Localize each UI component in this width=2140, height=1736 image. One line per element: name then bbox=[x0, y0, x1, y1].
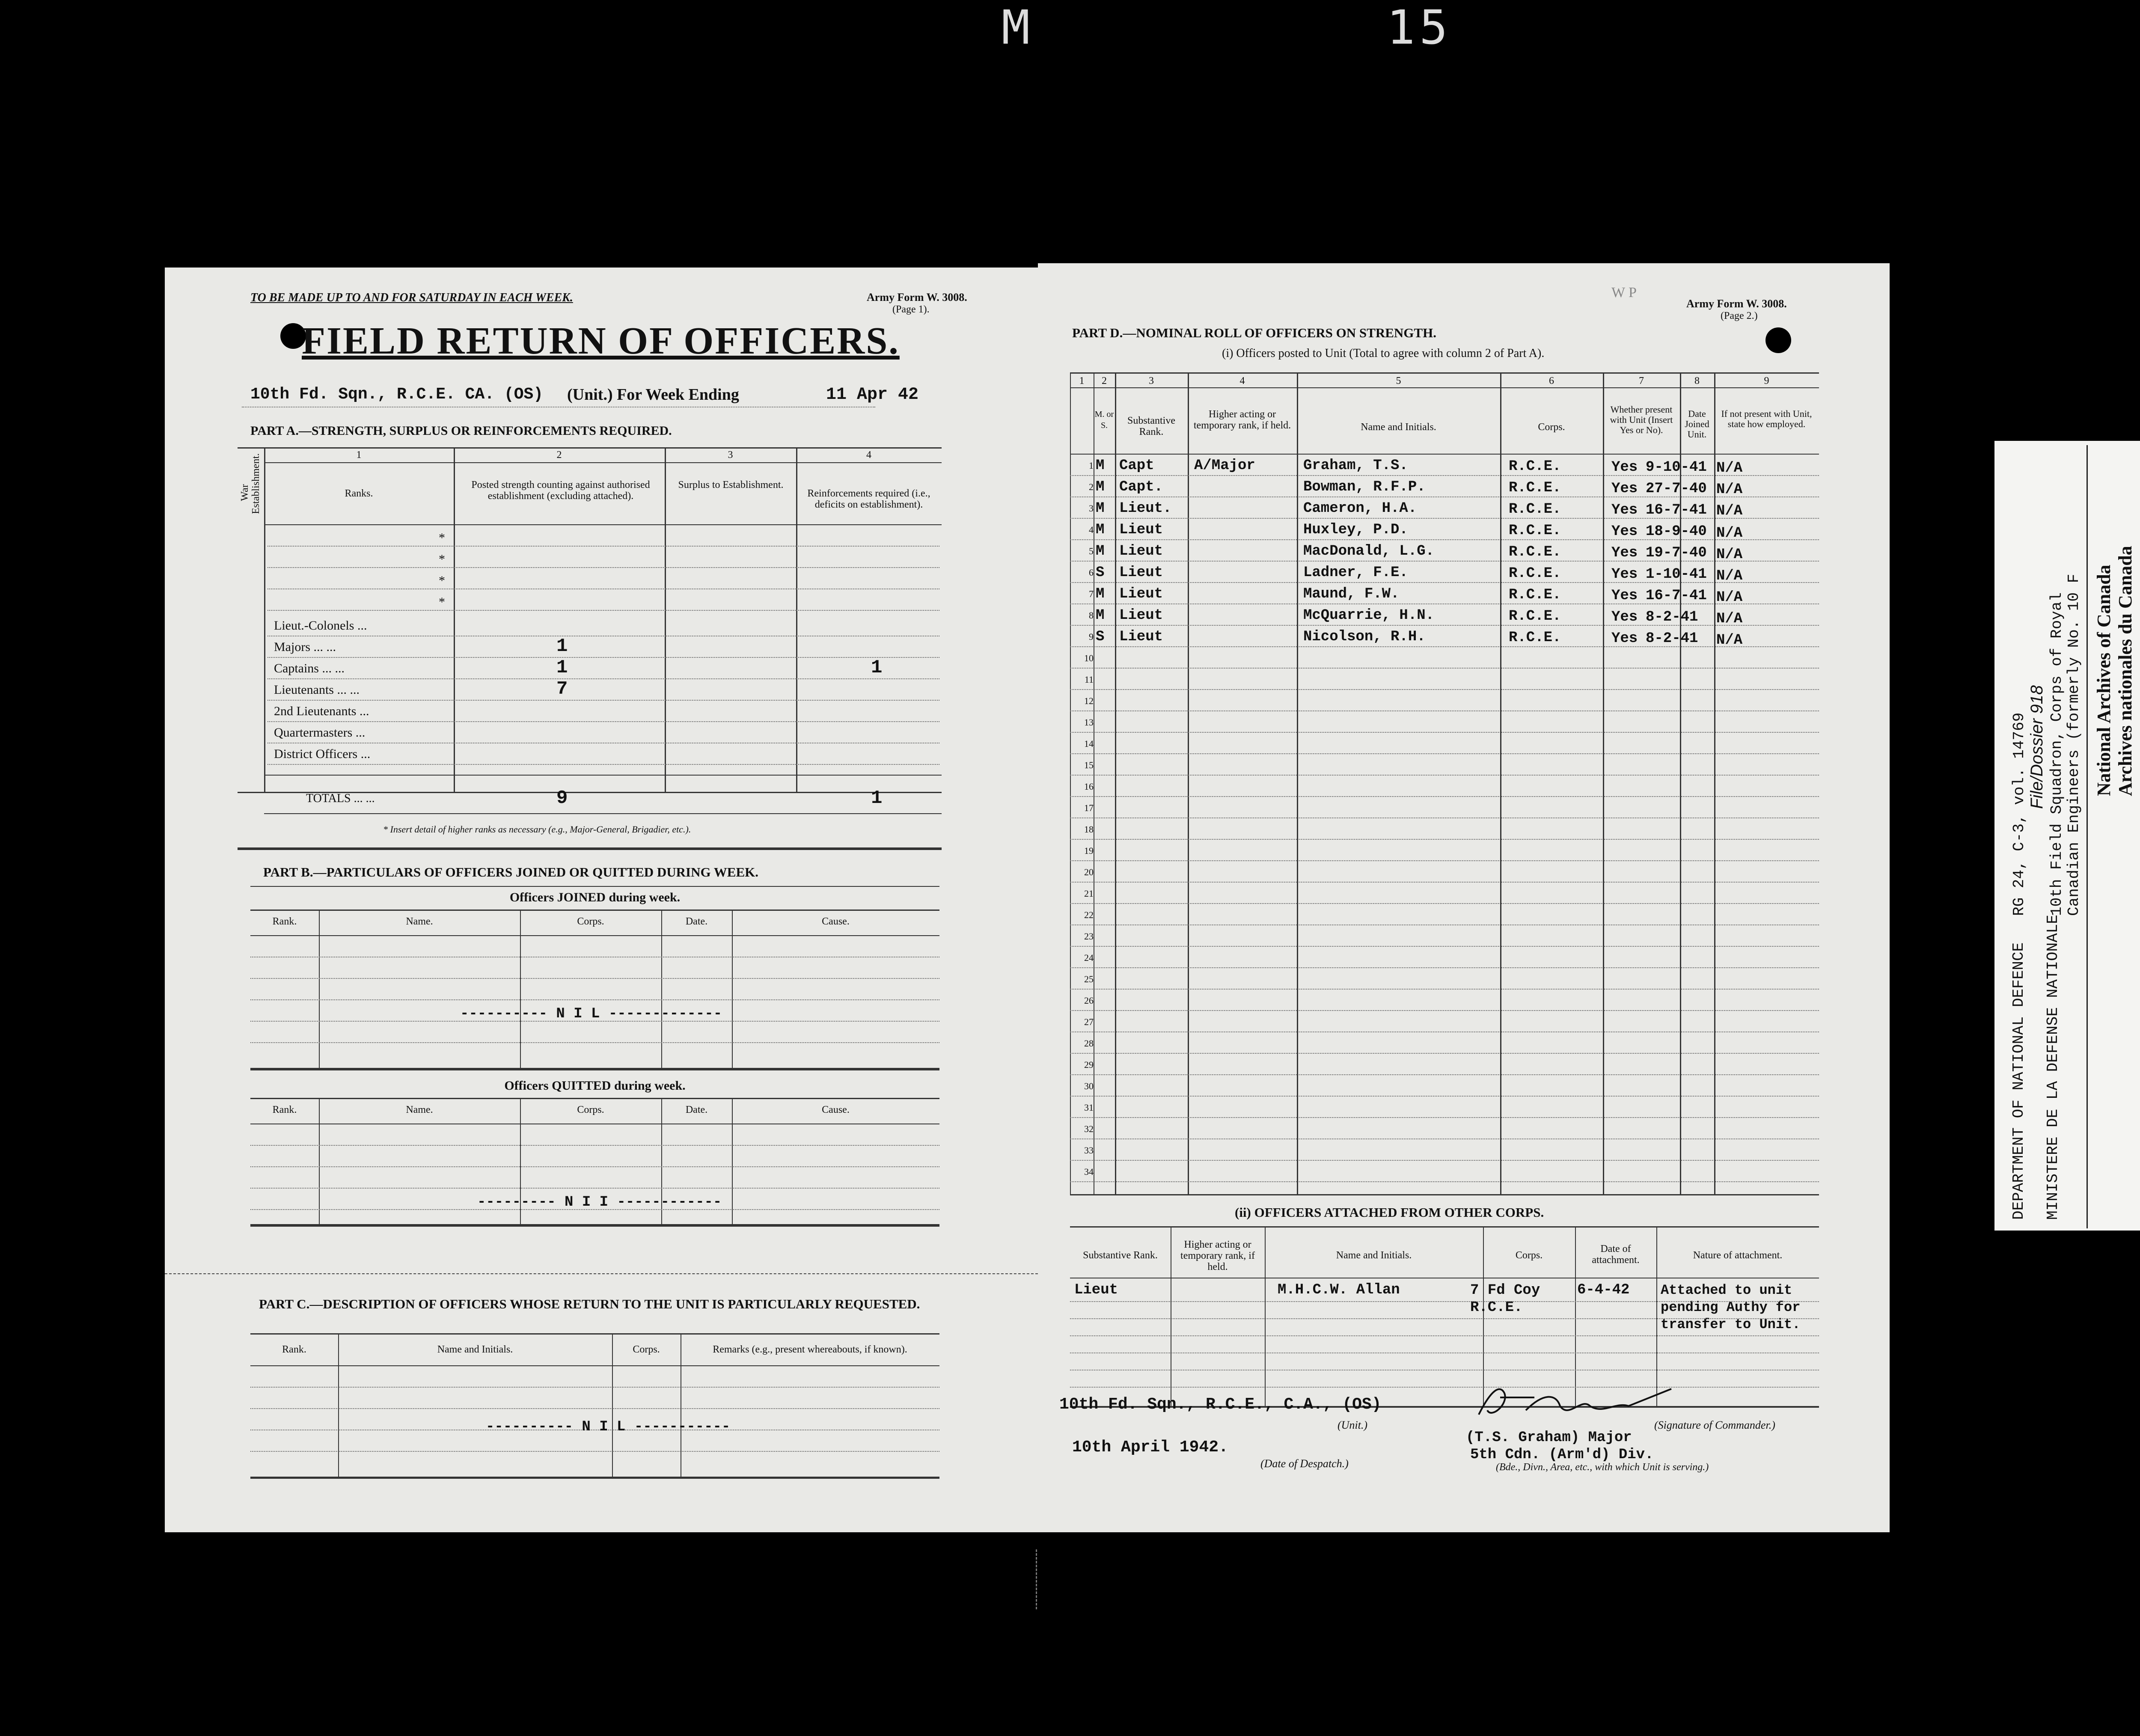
name-cell: Graham, T.S. bbox=[1303, 458, 1408, 474]
label-archives-fr: Archives nationales du Canada bbox=[2115, 546, 2136, 796]
footer-date-label: (Date of Despatch.) bbox=[1260, 1457, 1349, 1470]
table-row bbox=[1070, 499, 1819, 520]
employed-cell: N/A bbox=[1716, 632, 1743, 648]
label-desc-2: Canadian Engineers (formerly No. 10 F bbox=[2065, 574, 2083, 916]
rank-cell: Lieut bbox=[1119, 607, 1163, 624]
partd-head-name: Name and Initials. bbox=[1361, 422, 1436, 433]
partd-colnum-3: 3 bbox=[1149, 375, 1154, 386]
att-col-rank: Substantive Rank. bbox=[1083, 1250, 1158, 1261]
partd-colnum-1: 1 bbox=[1079, 375, 1085, 386]
row-rule bbox=[1070, 496, 1819, 497]
rank-cell: Capt bbox=[1119, 458, 1154, 474]
row-rule bbox=[1070, 989, 1819, 990]
att-col-name: Name and Initials. bbox=[1336, 1250, 1412, 1261]
row-number: 12 bbox=[1084, 696, 1094, 706]
partb-heading: PART B.—PARTICULARS OF OFFICERS JOINED OR QUITTED DURING WEEK. bbox=[263, 865, 759, 880]
quitted-col-cause: Cause. bbox=[822, 1104, 850, 1115]
quitted-col-rank: Rank. bbox=[272, 1104, 297, 1115]
date-cell: 27-7-40 bbox=[1646, 481, 1707, 497]
star-row: * bbox=[439, 531, 445, 545]
initials-mark: W P bbox=[1611, 285, 1637, 300]
corps-cell: R.C.E. bbox=[1509, 587, 1561, 603]
row-number: 16 bbox=[1084, 781, 1094, 792]
att-col-acting: Higher acting or temporary rank, if held. bbox=[1180, 1239, 1255, 1272]
row-number: 14 bbox=[1084, 738, 1094, 749]
joined-col-cause: Cause. bbox=[822, 916, 850, 927]
present-cell: Yes bbox=[1611, 609, 1638, 625]
table-row bbox=[1070, 627, 1819, 648]
employed-cell: N/A bbox=[1716, 568, 1743, 584]
ms-cell: M bbox=[1096, 458, 1105, 474]
commander-name: (T.S. Graham) Major bbox=[1466, 1430, 1632, 1446]
acting-cell: A/Major bbox=[1194, 458, 1255, 474]
corps-cell: R.C.E. bbox=[1509, 630, 1561, 646]
partd-head-acting: Higher acting or temporary rank, if held. bbox=[1193, 409, 1291, 431]
row-number: 3 bbox=[1089, 503, 1094, 514]
table-row bbox=[1070, 563, 1819, 584]
joined-nil: ---------- N I L ------------- bbox=[460, 1006, 722, 1022]
parta-footnote: * Insert detail of higher ranks as necessary (e.g., Major-General, Brigadier, etc.). bbox=[383, 824, 691, 835]
row-number: 19 bbox=[1084, 845, 1094, 856]
ms-cell: S bbox=[1096, 629, 1105, 645]
table-row bbox=[1070, 456, 1819, 477]
row-rule bbox=[1070, 1053, 1819, 1054]
ms-cell: M bbox=[1096, 586, 1105, 602]
rank-captains: Captains ... ... bbox=[274, 661, 345, 675]
totals-posted: 9 bbox=[556, 788, 568, 809]
name-cell: Ladner, F.E. bbox=[1303, 565, 1408, 581]
present-cell: Yes bbox=[1611, 588, 1638, 604]
row-number: 32 bbox=[1084, 1124, 1094, 1134]
captains-reinforcements: 1 bbox=[871, 657, 883, 678]
row-rule bbox=[1070, 860, 1819, 861]
row-rule bbox=[1070, 732, 1819, 733]
row-rule bbox=[1070, 817, 1819, 818]
row-number: 18 bbox=[1084, 824, 1094, 835]
form-page-1 bbox=[165, 268, 1038, 1532]
row-rule bbox=[1070, 603, 1819, 604]
page-number-2: (Page 2.) bbox=[1721, 310, 1758, 321]
ranks-head: Ranks. bbox=[345, 488, 373, 499]
corps-cell: R.C.E. bbox=[1509, 523, 1561, 539]
employed-cell: N/A bbox=[1716, 611, 1743, 627]
joined-col-corps: Corps. bbox=[577, 916, 604, 927]
corps-cell: R.C.E. bbox=[1509, 608, 1561, 624]
parta-colnum-1: 1 bbox=[356, 449, 362, 461]
partd-colnum-8: 8 bbox=[1694, 375, 1700, 386]
att-date: 6-4-42 bbox=[1577, 1282, 1630, 1298]
rank-lieut-colonels: Lieut.-Colonels ... bbox=[274, 618, 367, 633]
majors-posted: 1 bbox=[556, 636, 568, 657]
lieutenants-posted: 7 bbox=[556, 678, 568, 700]
row-rule bbox=[1070, 946, 1819, 947]
partd-head-ms: M. or S. bbox=[1094, 410, 1114, 430]
row-number: 4 bbox=[1089, 524, 1094, 535]
row-number: 22 bbox=[1084, 910, 1094, 920]
table-row bbox=[1070, 584, 1819, 606]
present-cell: Yes bbox=[1611, 545, 1638, 561]
quitted-col-corps: Corps. bbox=[577, 1104, 604, 1115]
footer-date: 10th April 1942. bbox=[1072, 1438, 1228, 1457]
att-col-nature: Nature of attachment. bbox=[1693, 1250, 1783, 1261]
partd-colnum-9: 9 bbox=[1764, 375, 1769, 386]
row-rule bbox=[1070, 839, 1819, 840]
employed-cell: N/A bbox=[1716, 525, 1743, 541]
rank-cell: Capt. bbox=[1119, 479, 1163, 495]
star-row: * bbox=[439, 552, 445, 566]
joined-col-name: Name. bbox=[406, 916, 433, 927]
label-ref: RG 24, C-3, vol. 14769 bbox=[2010, 712, 2028, 916]
row-rule bbox=[1070, 625, 1819, 626]
reinforcements-head: Reinforcements required (i.e., deficits on establishment). bbox=[807, 488, 930, 510]
row-rule bbox=[1070, 1074, 1819, 1075]
row-number: 34 bbox=[1084, 1166, 1094, 1177]
att-corps: 7 Fd Coy R.C.E. bbox=[1470, 1282, 1540, 1316]
name-cell: MacDonald, L.G. bbox=[1303, 543, 1435, 559]
row-rule bbox=[1070, 668, 1819, 669]
corps-cell: R.C.E. bbox=[1509, 480, 1561, 496]
totals-reinforcements: 1 bbox=[871, 788, 883, 809]
present-cell: Yes bbox=[1611, 630, 1638, 647]
att-col-date: Date of attachment. bbox=[1592, 1243, 1640, 1266]
star-row: * bbox=[439, 595, 445, 609]
rank-cell: Lieut bbox=[1119, 586, 1163, 602]
present-cell: Yes bbox=[1611, 566, 1638, 583]
row-rule bbox=[1070, 475, 1819, 476]
ms-cell: M bbox=[1096, 607, 1105, 624]
employed-cell: N/A bbox=[1716, 589, 1743, 606]
present-cell: Yes bbox=[1611, 523, 1638, 540]
row-number: 31 bbox=[1084, 1102, 1094, 1113]
partc-nil: ---------- N I L ----------- bbox=[486, 1419, 731, 1435]
row-number: 11 bbox=[1084, 674, 1094, 685]
rank-lieutenants: Lieutenants ... ... bbox=[274, 683, 360, 697]
reel-mark-right: 15 bbox=[1387, 0, 1452, 55]
posted-head: Posted strength counting against authorised establishment (excluding attached). bbox=[471, 479, 650, 502]
row-rule bbox=[1070, 1181, 1819, 1182]
row-rule bbox=[1070, 710, 1819, 711]
rank-quartermasters: Quartermasters ... bbox=[274, 725, 366, 740]
punch-hole bbox=[1766, 327, 1791, 353]
row-number: 6 bbox=[1089, 567, 1094, 578]
present-cell: Yes bbox=[1611, 459, 1638, 476]
row-rule bbox=[1070, 1031, 1819, 1032]
unit-label: (Unit.) For Week Ending bbox=[567, 386, 739, 404]
rank-cell: Lieut bbox=[1119, 629, 1163, 645]
row-rule bbox=[1070, 882, 1819, 883]
footer-unit: 10th Fd. Sqn., R.C.E., C.A., (OS) bbox=[1059, 1395, 1382, 1414]
division-name: 5th Cdn. (Arm'd) Div. bbox=[1470, 1447, 1654, 1463]
totals-label: TOTALS ... ... bbox=[306, 792, 375, 805]
row-number: 24 bbox=[1084, 952, 1094, 963]
date-cell: 19-7-40 bbox=[1646, 545, 1707, 561]
row-number: 15 bbox=[1084, 760, 1094, 770]
label-ministere: MINISTERE DE LA DEFENSE NATIONALE bbox=[2044, 915, 2062, 1220]
row-rule bbox=[1070, 1160, 1819, 1161]
employed-cell: N/A bbox=[1716, 547, 1743, 563]
parta-colnum-2: 2 bbox=[556, 449, 562, 461]
date-cell: 1-10-41 bbox=[1646, 566, 1707, 583]
date-cell: 16-7-41 bbox=[1646, 588, 1707, 604]
row-number: 2 bbox=[1089, 482, 1094, 492]
rank-2nd-lieutenants: 2nd Lieutenants ... bbox=[274, 704, 369, 718]
table-row bbox=[1070, 520, 1819, 541]
parta-colnum-3: 3 bbox=[728, 449, 733, 461]
partd-heading: PART D.—NOMINAL ROLL OF OFFICERS ON STRENGTH. bbox=[1072, 325, 1436, 340]
joined-col-rank: Rank. bbox=[272, 916, 297, 927]
partd-head-employed: If not present with Unit, state how employed. bbox=[1721, 408, 1812, 429]
row-rule bbox=[1070, 1117, 1819, 1118]
row-number: 25 bbox=[1084, 974, 1094, 984]
partd-head-rank: Substantive Rank. bbox=[1127, 415, 1175, 437]
row-rule bbox=[1070, 796, 1819, 797]
row-number: 7 bbox=[1089, 589, 1094, 599]
parta-heading: PART A.—STRENGTH, SURPLUS OR REINFORCEMENTS REQUIRED. bbox=[250, 424, 672, 438]
rank-cell: Lieut bbox=[1119, 543, 1163, 559]
row-number: 28 bbox=[1084, 1038, 1094, 1049]
row-number: 20 bbox=[1084, 867, 1094, 877]
row-number: 17 bbox=[1084, 803, 1094, 813]
footer-unit-label: (Unit.) bbox=[1338, 1419, 1368, 1431]
row-rule bbox=[1070, 646, 1819, 647]
partd-colnum-5: 5 bbox=[1396, 375, 1401, 386]
partc-heading: PART C.—DESCRIPTION OF OFFICERS WHOSE RETURN TO THE UNIT IS PARTICULARLY REQUESTED. bbox=[259, 1296, 920, 1311]
joined-title: Officers JOINED during week. bbox=[509, 890, 681, 904]
row-number: 8 bbox=[1089, 610, 1094, 621]
reel-mark-left: M bbox=[1002, 0, 1034, 55]
parta-colnum-4: 4 bbox=[866, 449, 871, 461]
corps-cell: R.C.E. bbox=[1509, 501, 1561, 517]
row-number: 23 bbox=[1084, 931, 1094, 942]
date-cell: 8-2-41 bbox=[1646, 609, 1698, 625]
form-number: Army Form W. 3008. bbox=[867, 291, 967, 303]
table-row bbox=[1070, 606, 1819, 627]
row-rule bbox=[1070, 539, 1819, 540]
archive-label bbox=[1994, 441, 2140, 1231]
name-cell: Maund, F.W. bbox=[1303, 586, 1400, 602]
rank-majors: Majors ... ... bbox=[274, 640, 336, 654]
surplus-head: Surplus to Establishment. bbox=[678, 479, 784, 490]
label-desc-1: 10th Field Squadron, Corps of Royal bbox=[2048, 592, 2066, 916]
partd-head-present: Whether present with Unit (Insert Yes or No). bbox=[1610, 404, 1673, 435]
name-cell: McQuarrie, H.N. bbox=[1303, 607, 1435, 624]
partc-col-name: Name and Initials. bbox=[437, 1344, 513, 1355]
name-cell: Cameron, H.A. bbox=[1303, 500, 1417, 517]
star-row: * bbox=[439, 574, 445, 588]
quitted-title: Officers QUITTED during week. bbox=[504, 1079, 686, 1093]
war-establishment-head: War Establishment. bbox=[239, 453, 262, 514]
row-rule bbox=[1070, 518, 1819, 519]
partd-colnum-6: 6 bbox=[1549, 375, 1554, 386]
rank-cell: Lieut bbox=[1119, 522, 1163, 538]
employed-cell: N/A bbox=[1716, 503, 1743, 519]
label-dept: DEPARTMENT OF NATIONAL DEFENCE bbox=[2010, 942, 2027, 1220]
form-page-2 bbox=[1038, 263, 1890, 1532]
partc-col-corps: Corps. bbox=[633, 1344, 660, 1355]
row-rule bbox=[1070, 775, 1819, 776]
date-cell: 18-9-40 bbox=[1646, 523, 1707, 540]
partc-col-remarks: Remarks (e.g., present whereabouts, if known). bbox=[713, 1344, 907, 1355]
row-rule bbox=[1070, 561, 1819, 562]
att-name: M.H.C.W. Allan bbox=[1278, 1282, 1400, 1298]
commander-signature bbox=[1474, 1380, 1680, 1427]
label-archives-en: National Archives of Canada bbox=[2093, 565, 2114, 796]
rank-cell: Lieut. bbox=[1119, 500, 1172, 517]
row-rule bbox=[1070, 753, 1819, 754]
row-number: 9 bbox=[1089, 631, 1094, 642]
date-cell: 9-10-41 bbox=[1646, 459, 1707, 476]
corps-cell: R.C.E. bbox=[1509, 544, 1561, 560]
form-title: FIELD RETURN OF OFFICERS. bbox=[302, 320, 900, 362]
row-number: 29 bbox=[1084, 1059, 1094, 1070]
corps-cell: R.C.E. bbox=[1509, 565, 1561, 582]
row-rule bbox=[1070, 689, 1819, 690]
corps-cell: R.C.E. bbox=[1509, 458, 1561, 475]
row-number: 26 bbox=[1084, 995, 1094, 1006]
att-nature: Attached to unit pending Authy for transfer to Unit. bbox=[1661, 1282, 1801, 1332]
date-cell: 8-2-41 bbox=[1646, 630, 1698, 647]
att-rank: Lieut bbox=[1074, 1282, 1118, 1298]
rank-district-officers: District Officers ... bbox=[274, 747, 371, 761]
ms-cell: S bbox=[1096, 565, 1105, 581]
partc-col-rank: Rank. bbox=[282, 1344, 306, 1355]
page-number: (Page 1). bbox=[892, 304, 930, 315]
ms-cell: M bbox=[1096, 500, 1105, 517]
row-rule bbox=[1070, 924, 1819, 925]
partd-colnum-7: 7 bbox=[1639, 375, 1644, 386]
row-number: 21 bbox=[1084, 888, 1094, 899]
row-number: 30 bbox=[1084, 1081, 1094, 1091]
quitted-nil: --------- N I I ------------ bbox=[477, 1194, 722, 1210]
name-cell: Bowman, R.F.P. bbox=[1303, 479, 1426, 495]
quitted-col-date: Date. bbox=[685, 1104, 708, 1115]
rank-cell: Lieut bbox=[1119, 565, 1163, 581]
partd-sub-ii: (ii) OFFICERS ATTACHED FROM OTHER CORPS. bbox=[1235, 1205, 1544, 1220]
partd-head-date: Date Joined Unit. bbox=[1685, 408, 1709, 440]
row-rule bbox=[1070, 1010, 1819, 1011]
partd-colnum-2: 2 bbox=[1102, 375, 1107, 386]
ms-cell: M bbox=[1096, 522, 1105, 538]
table-row bbox=[1070, 541, 1819, 563]
name-cell: Huxley, P.D. bbox=[1303, 522, 1408, 538]
row-number: 1 bbox=[1089, 460, 1094, 471]
bde-label: (Bde., Divn., Area, etc., with which Unit is serving.) bbox=[1496, 1462, 1709, 1473]
present-cell: Yes bbox=[1611, 502, 1638, 518]
row-rule bbox=[1070, 967, 1819, 968]
joined-col-date: Date. bbox=[685, 916, 708, 927]
date-cell: 16-7-41 bbox=[1646, 502, 1707, 518]
present-cell: Yes bbox=[1611, 481, 1638, 497]
week-ending: 11 Apr 42 bbox=[826, 385, 919, 404]
table-row bbox=[1070, 477, 1819, 499]
att-col-corps: Corps. bbox=[1515, 1250, 1543, 1261]
top-note: TO BE MADE UP TO AND FOR SATURDAY IN EACH WEEK. bbox=[250, 291, 573, 304]
name-cell: Nicolson, R.H. bbox=[1303, 629, 1426, 645]
partd-sub-i: (i) Officers posted to Unit (Total to agree with column 2 of Part A). bbox=[1222, 347, 1545, 360]
row-number: 27 bbox=[1084, 1017, 1094, 1027]
row-number: 13 bbox=[1084, 717, 1094, 728]
captains-posted: 1 bbox=[556, 657, 568, 678]
employed-cell: N/A bbox=[1716, 482, 1743, 498]
partd-head-corps: Corps. bbox=[1538, 422, 1565, 433]
ms-cell: M bbox=[1096, 543, 1105, 559]
signature-label: (Signature of Commander.) bbox=[1654, 1419, 1775, 1431]
row-number: 10 bbox=[1084, 653, 1094, 663]
row-number: 5 bbox=[1089, 546, 1094, 556]
row-rule bbox=[1070, 582, 1819, 583]
row-number: 33 bbox=[1084, 1145, 1094, 1156]
form-number-2: Army Form W. 3008. bbox=[1686, 297, 1787, 310]
row-rule bbox=[1070, 903, 1819, 904]
employed-cell: N/A bbox=[1716, 460, 1743, 476]
unit-name: 10th Fd. Sqn., R.C.E. CA. (OS) bbox=[250, 385, 544, 404]
label-file: File/Dossier 918 bbox=[2027, 685, 2046, 809]
row-rule bbox=[1070, 1096, 1819, 1097]
quitted-col-name: Name. bbox=[406, 1104, 433, 1115]
ms-cell: M bbox=[1096, 479, 1105, 495]
partd-colnum-4: 4 bbox=[1239, 375, 1245, 386]
